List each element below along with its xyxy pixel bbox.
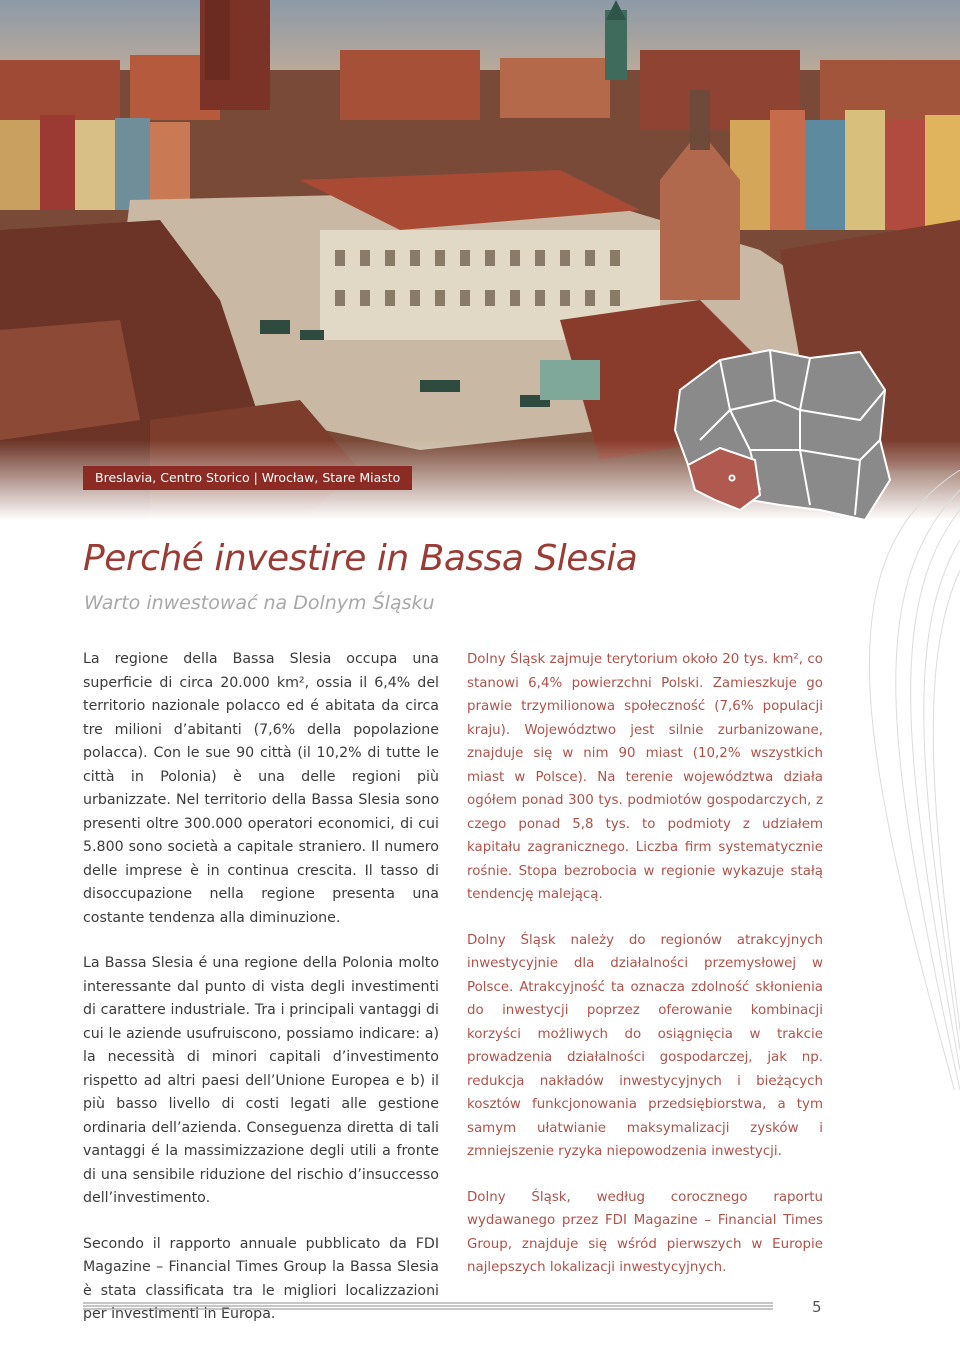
footer-rule	[83, 1300, 773, 1314]
photo-caption: Breslavia, Centro Storico | Wrocław, Stare Miasto	[83, 466, 412, 490]
italian-paragraph: La regione della Bassa Slesia occupa una superficie di circa 20.000 km², ossia il 6,4% del territorio nazionale polacco ed é abitata da circa tre milioni d’abitanti (7,6% della popolazione polacca). Con le sue 90 città (il 10,2% di tutte le città in Polonia) è una delle regioni più urbanizzate. Nel territorio della Bassa Slesia sono presenti oltre 300.000 operatori economici, di cui 5.800 sono società a capitale straniero. Il numero delle imprese è in continua crescita. Il tasso di disoccupazione nella regione presenta una costante tendenza alla diminuzione.	[83, 651, 439, 926]
polish-paragraph: Dolny Śląsk należy do regionów atrakcyjnych inwestycyjnie dla działalności przemysłowej w Polsce. Atrakcyjność ta oznacza zdolność skłonienia do inwestycji poprzez oferowanie kombinacji korzyści możliwych do osiągnięcia w trakcie prowadzenia działalności gospodarczej, jak np. redukcja nakładów inwestycyjnych i bieżących kosztów funkcjonowania przedsiębiorstwa, a tym samym ułatwianie maksymalizacji zysków i zmniejszenie ryzyka niepowodzenia inwestycji.	[467, 932, 823, 1159]
italian-paragraph: Secondo il rapporto annuale pubblicato da FDI Magazine – Financial Times Group la Bassa Slesia è stata classificata tra le migliori localizzazioni per investimenti in Europa.	[83, 1235, 439, 1322]
polish-column	[467, 648, 823, 1302]
page-subtitle: Warto inwestować na Dolnym Śląsku	[84, 592, 435, 614]
polish-paragraph: Dolny Śląsk zajmuje terytorium około 20 tys. km², co stanowi 6,4% powierzchni Polski. Zamieszkuje go prawie trzymilionowa społeczność (7,6% populacji kraju). Województwo jest silnie zurbanizowane, znajduje się w nim 90 miast (10,2% wszystkich miast w Polsce). Na terenie województwa działa ogółem ponad 300 tys. podmiotów gospodarczych, z czego ponad 5,8 tys. to podmioty z udziałem kapitału zagranicznego. Liczba firm systematycznie rośnie. Stopa bezrobocia w regionie wykazuje stałą tendencję malejącą.	[467, 652, 823, 902]
italian-paragraph: La Bassa Slesia é una regione della Polonia molto interessante dal punto di vista degli investimenti di carattere industriale. Tra i principali vantaggi di cui le aziende usufruiscono, possiamo indicare: a) la necessità di minori capitali d’investimento rispetto ad altri paesi dell’Unione Europea e b) il più basso livello di costi legati alle gestione ordinaria dell’azienda. Conseguenza diretta di tali vantaggi é la massimizzazione degli utili a fronte di una sensibile riduzione del rischio d’insuccesso dell’investimento.	[83, 955, 439, 1206]
italian-column	[83, 648, 439, 1349]
polish-paragraph: Dolny Śląsk, według corocznego raportu wydawanego przez FDI Magazine – Financial Times Group, znajduje się wśród pierwszych w Europie najlepszych lokalizacji inwestycyjnych.	[467, 1189, 823, 1275]
page-number: 5	[812, 1298, 822, 1316]
page-title: Perché investire in Bassa Slesia	[83, 538, 638, 579]
